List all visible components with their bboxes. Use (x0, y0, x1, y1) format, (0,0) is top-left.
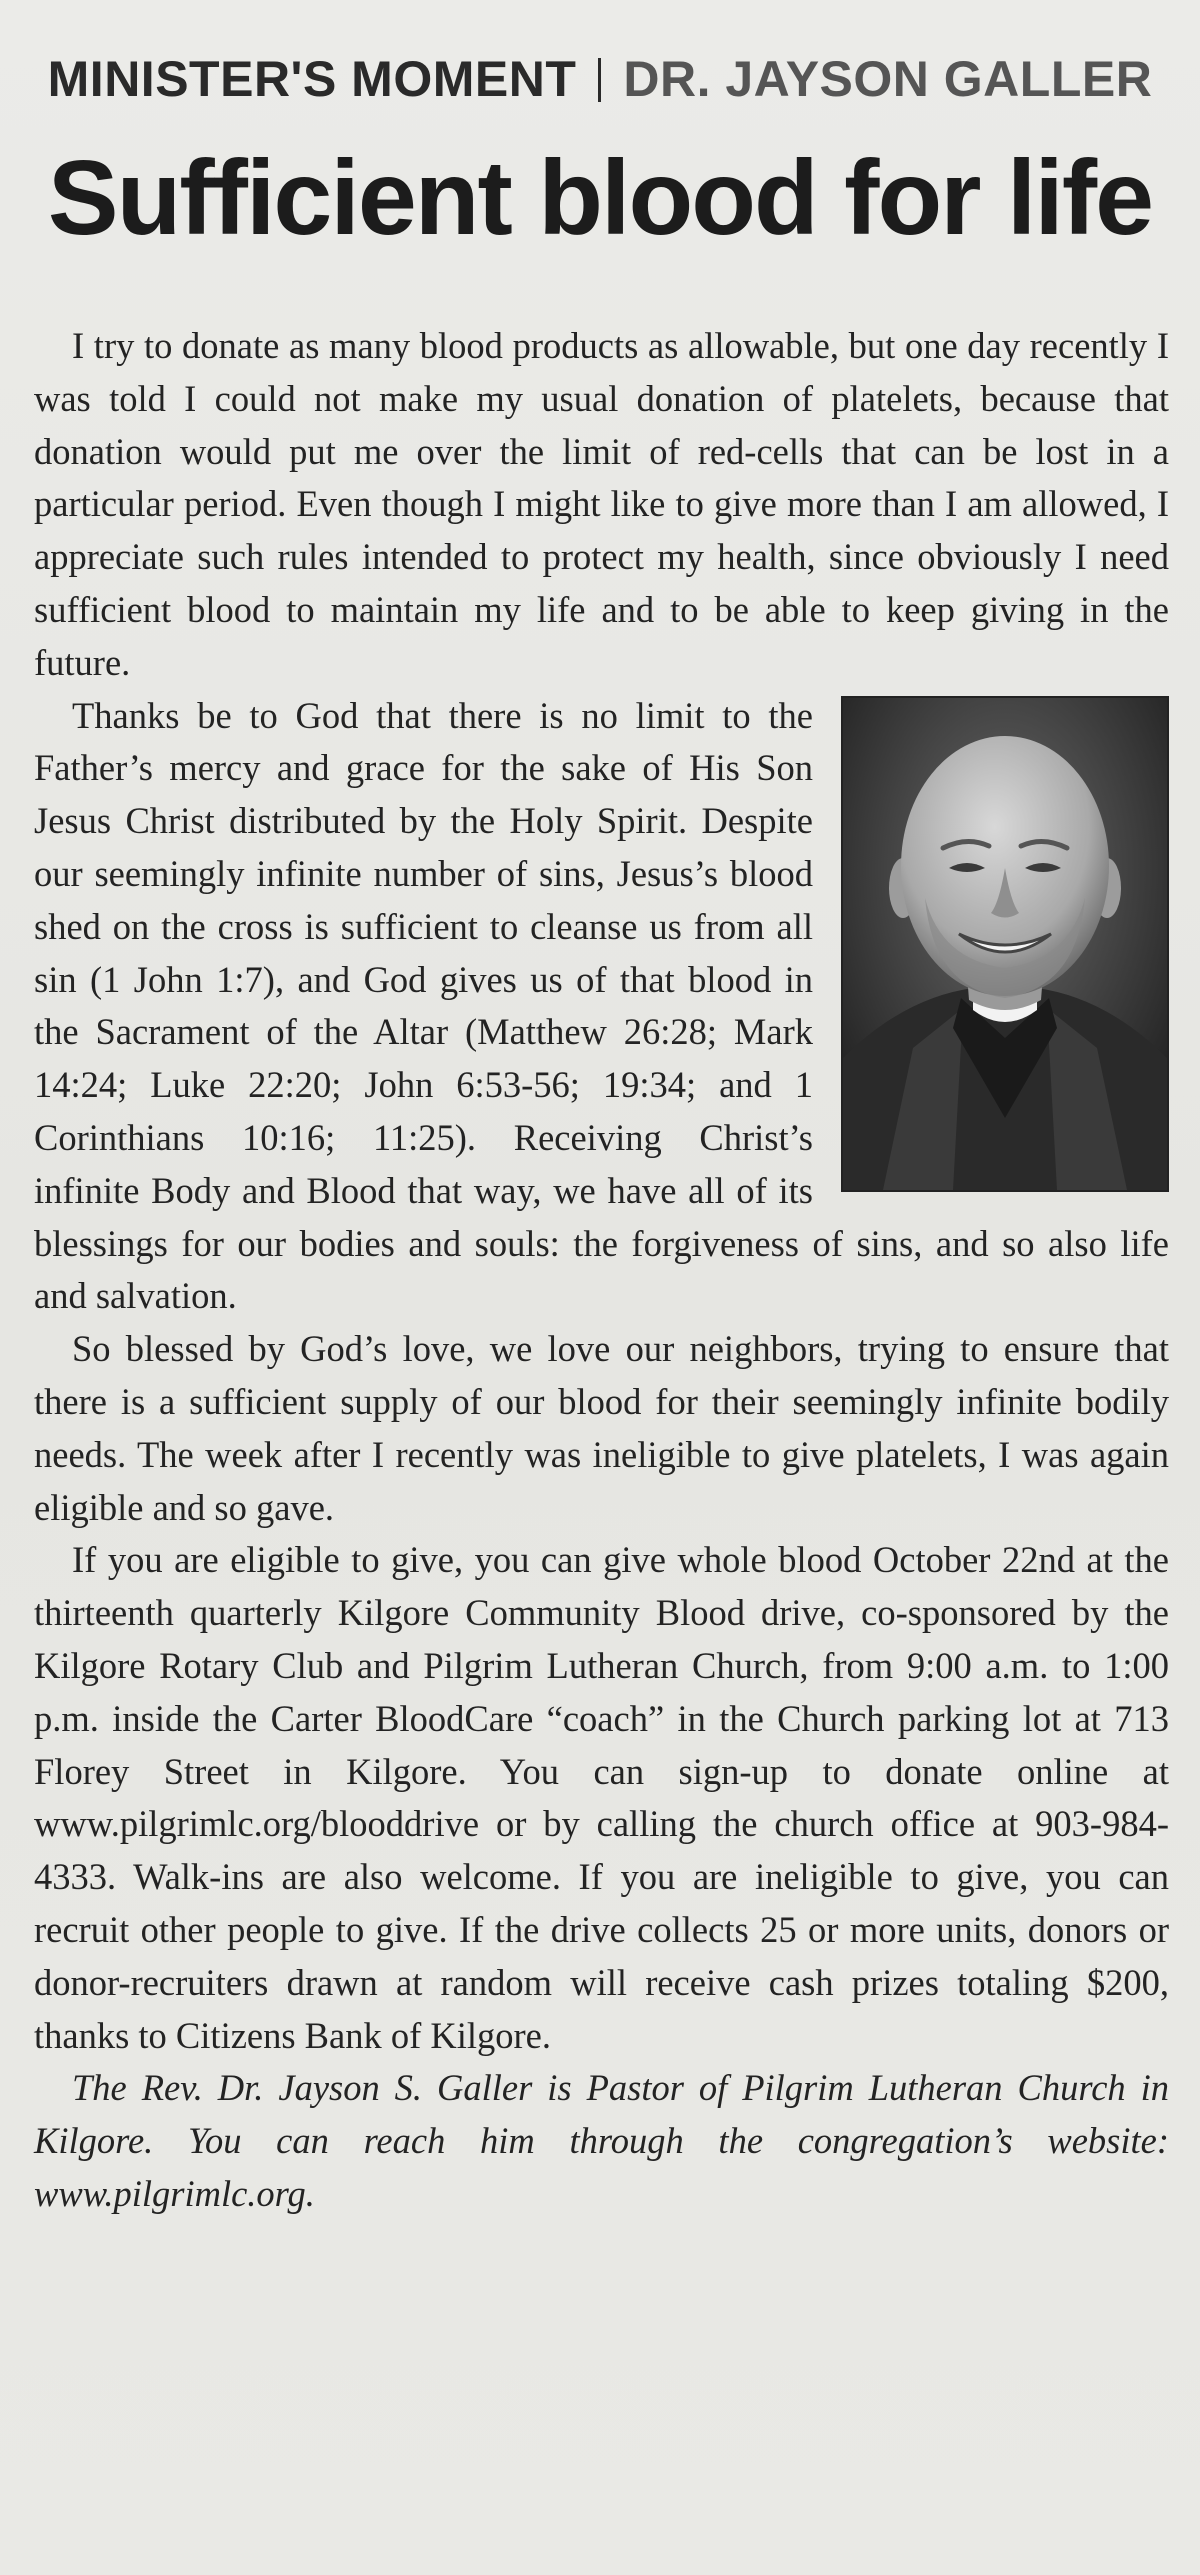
paragraph-3: So blessed by God’s love, we love our neighbors, trying to ensure that there is a sufficient supply of our blood for their seemingly infinite bodily needs. The week after I recently was ineligible to give platelets, I was again eligible and so gave. (34, 1328, 1169, 1528)
author-portrait-icon (841, 696, 1169, 1192)
section-name: MINISTER'S MOMENT (47, 51, 577, 107)
paragraph-2: Thanks be to God that there is no limit to the Father’s mercy and grace for the sake of His Son Jesus Christ distributed by the Holy Spirit. Despite our seemingly infinite number of sins, Jesus’s blood shed on the cross is sufficient to cleanse us from all sin (1 John 1:7), and God gives us of that blood in the Sacrament of the Altar (Matthew 26:28; Mark 14:24; Luke 22:20; John 6:53-56; 19:34; and 1 Corinthians 10:16; 11:25). Receiving Christ’s infinite Body and Blood that way, we have all of its blessings for our bodies and souls: the forgiveness of sins, and so also life and salvation. (34, 694, 1169, 1317)
byline-author: DR. JAYSON GALLER (623, 51, 1153, 107)
paragraph-1: I try to donate as many blood products as allowable, but one day recently I was told I could not make my usual donation of platelets, because that donation would put me over the limit of red-cells that can be lost in a particular period. Even though I might like to give more than I am allowed, I appreciate such rules intended to protect my health, since obviously I need sufficient blood to maintain my life and to be able to keep giving in the future. (34, 325, 1169, 683)
article-headline: Sufficient blood for life (47, 139, 1153, 257)
paragraph-4: If you are eligible to give, you can give whole blood October 22nd at the thirteenth quarterly Kilgore Community Blood drive, co-sponsored by the Kilgore Rotary Club and Pilgrim Lutheran Church, from 9:00 a.m. to 1:00 p.m. inside the Carter BloodCare “coach” in the Church parking lot at 713 Florey Street in Kilgore. You can sign-up to donate online at www.pilgrimlc.org/blooddrive or by calling the church office at 903-984-4333. Walk-ins are also welcome. If you are ineligible to give, you can recruit other people to give. If the drive collects 25 or more units, donors or donor-recruiters drawn at random will receive cash prizes totaling $200, thanks to Citizens Bank of Kilgore. (34, 1539, 1169, 2056)
column-kicker (0, 50, 1200, 108)
kicker-divider (598, 58, 601, 102)
article-body (34, 320, 1169, 2221)
author-bio: The Rev. Dr. Jayson S. Galler is Pastor of Pilgrim Lutheran Church in Kilgore. You can reach him through the congregation’s website: www.pilgrimlc.org. (34, 2067, 1169, 2214)
